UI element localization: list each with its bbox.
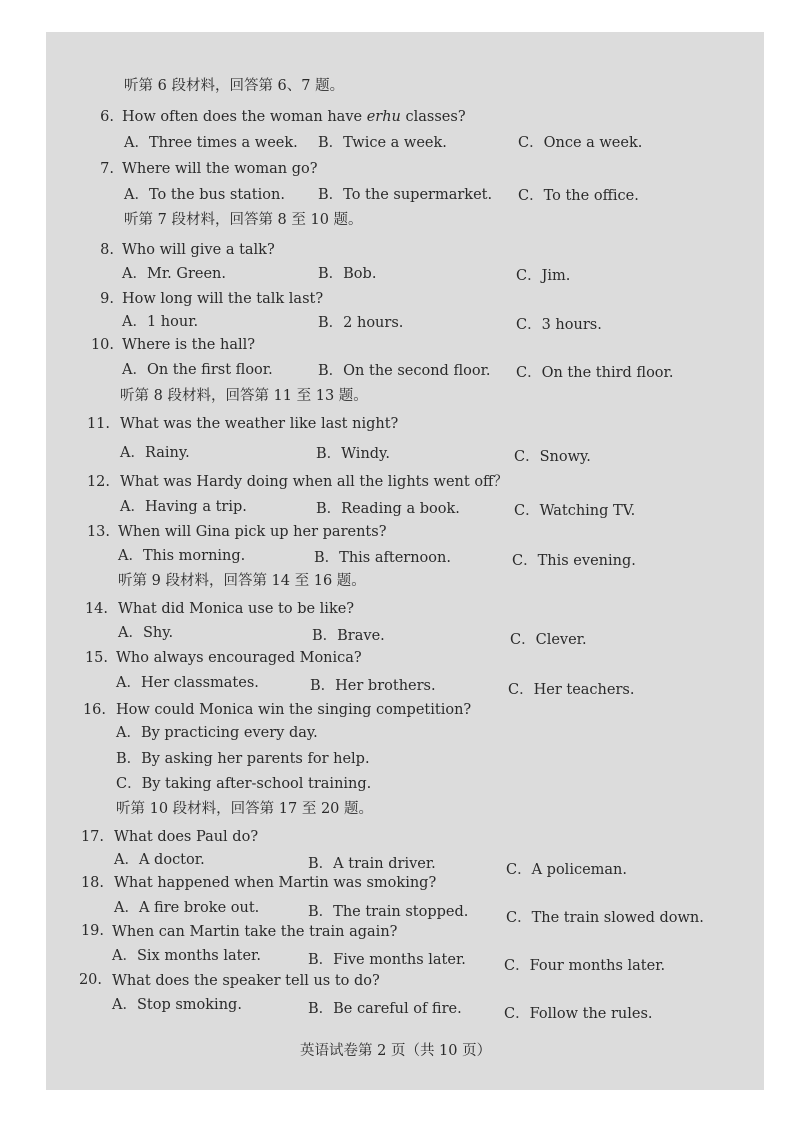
question-text: When can Martin take the train again? <box>112 924 398 940</box>
question-number: 17. <box>80 829 104 845</box>
page-footer: 英语试卷第 2 页（共 10 页） <box>300 1043 492 1059</box>
option-a: A．Rainy. <box>120 445 190 461</box>
option-b: B．A train driver. <box>308 856 436 872</box>
option-b: B．To the supermarket. <box>318 187 493 203</box>
question-text: How could Monica win the singing competition? <box>116 702 472 718</box>
question-text: What did Monica use to be like? <box>118 601 355 617</box>
option-b: B．Reading a book. <box>316 501 460 517</box>
option-b: B．This afternoon. <box>314 550 451 566</box>
question-number: 11. <box>86 416 110 432</box>
question-text: Who will give a talk? <box>122 242 275 258</box>
option-c: C．On the third floor. <box>516 365 674 381</box>
question-number: 8. <box>100 242 114 258</box>
question-text: Who always encouraged Monica? <box>116 650 362 666</box>
option-c: C．This evening. <box>512 553 636 569</box>
option-a: A．This morning. <box>118 548 246 564</box>
option-c: C．Her teachers. <box>508 682 635 698</box>
option-c: C．Follow the rules. <box>504 1006 653 1022</box>
question-number: 14. <box>84 601 108 617</box>
option-c: C．3 hours. <box>516 317 602 333</box>
question-text: Where is the hall? <box>122 337 256 353</box>
section-heading: 听第 9 段材料，回答第 14 至 16 题。 <box>118 573 366 589</box>
option-a: A．To the bus station. <box>124 187 285 203</box>
option-b: B．The train stopped. <box>308 904 469 920</box>
option-a: A．Mr. Green. <box>122 266 226 282</box>
question-text: What was the weather like last night? <box>120 416 399 432</box>
option-b: B．Be careful of fire. <box>308 1001 462 1017</box>
question-number: 16. <box>82 702 106 718</box>
option-c: C．Snowy. <box>514 449 591 465</box>
question-text: How long will the talk last? <box>122 291 324 307</box>
option-b: B．Windy. <box>316 446 390 462</box>
option-a: A．Three times a week. <box>124 135 298 151</box>
option-a: A．Stop smoking. <box>112 997 242 1013</box>
question-number: 18. <box>80 875 104 891</box>
question-number: 20. <box>78 972 102 988</box>
option-a: A．By practicing every day. <box>116 725 318 741</box>
option-c: C．Clever. <box>510 632 587 648</box>
option-a: A．Having a trip. <box>120 499 247 515</box>
question-text: How often does the woman have erhu classes? <box>122 109 466 125</box>
option-a: A．1 hour. <box>122 314 199 330</box>
option-b: B．On the second floor. <box>318 363 491 379</box>
option-a: A．Shy. <box>118 625 174 641</box>
option-b: B．Brave. <box>312 628 385 644</box>
question-number: 15. <box>84 650 108 666</box>
question-number: 6. <box>100 109 114 125</box>
option-b: B．Five months later. <box>308 952 466 968</box>
question-number: 9. <box>100 291 114 307</box>
option-a: A．Six months later. <box>112 948 262 964</box>
section-heading: 听第 7 段材料，回答第 8 至 10 题。 <box>124 212 363 228</box>
section-heading: 听第 8 段材料，回答第 11 至 13 题。 <box>120 388 368 404</box>
option-c: C．Watching TV. <box>514 503 636 519</box>
question-text: Where will the woman go? <box>122 161 318 177</box>
question-text: When will Gina pick up her parents? <box>118 524 387 540</box>
section-heading: 听第 10 段材料，回答第 17 至 20 题。 <box>116 801 374 817</box>
option-b: B．2 hours. <box>318 315 404 331</box>
option-a: A．Her classmates. <box>116 675 259 691</box>
question-text: What does the speaker tell us to do? <box>112 973 380 989</box>
option-c: C．A policeman. <box>506 862 628 878</box>
question-text: What does Paul do? <box>114 829 259 845</box>
option-b: B．Twice a week. <box>318 135 447 151</box>
option-c: C．By taking after-school training. <box>116 776 372 792</box>
option-b: B．By asking her parents for help. <box>116 751 370 767</box>
option-b: B．Bob. <box>318 266 377 282</box>
section-heading: 听第 6 段材料，回答第 6、7 题。 <box>124 78 345 94</box>
question-number: 12. <box>86 474 110 490</box>
option-c: C．To the office. <box>518 188 639 204</box>
option-c: C．The train slowed down. <box>506 910 704 926</box>
option-b: B．Her brothers. <box>310 678 436 694</box>
option-a: A．A fire broke out. <box>114 900 260 916</box>
option-a: A．On the first floor. <box>122 362 273 378</box>
option-c: C．Four months later. <box>504 958 666 974</box>
exam-page <box>46 32 764 1090</box>
question-number: 13. <box>86 524 110 540</box>
question-number: 19. <box>80 923 104 939</box>
question-text: What happened when Martin was smoking? <box>114 875 437 891</box>
option-a: A．A doctor. <box>114 852 205 868</box>
question-number: 7. <box>100 161 114 177</box>
option-c: C．Once a week. <box>518 135 643 151</box>
question-text: What was Hardy doing when all the lights went off？ <box>120 474 508 490</box>
question-number: 10. <box>90 337 114 353</box>
option-c: C．Jim. <box>516 268 571 284</box>
